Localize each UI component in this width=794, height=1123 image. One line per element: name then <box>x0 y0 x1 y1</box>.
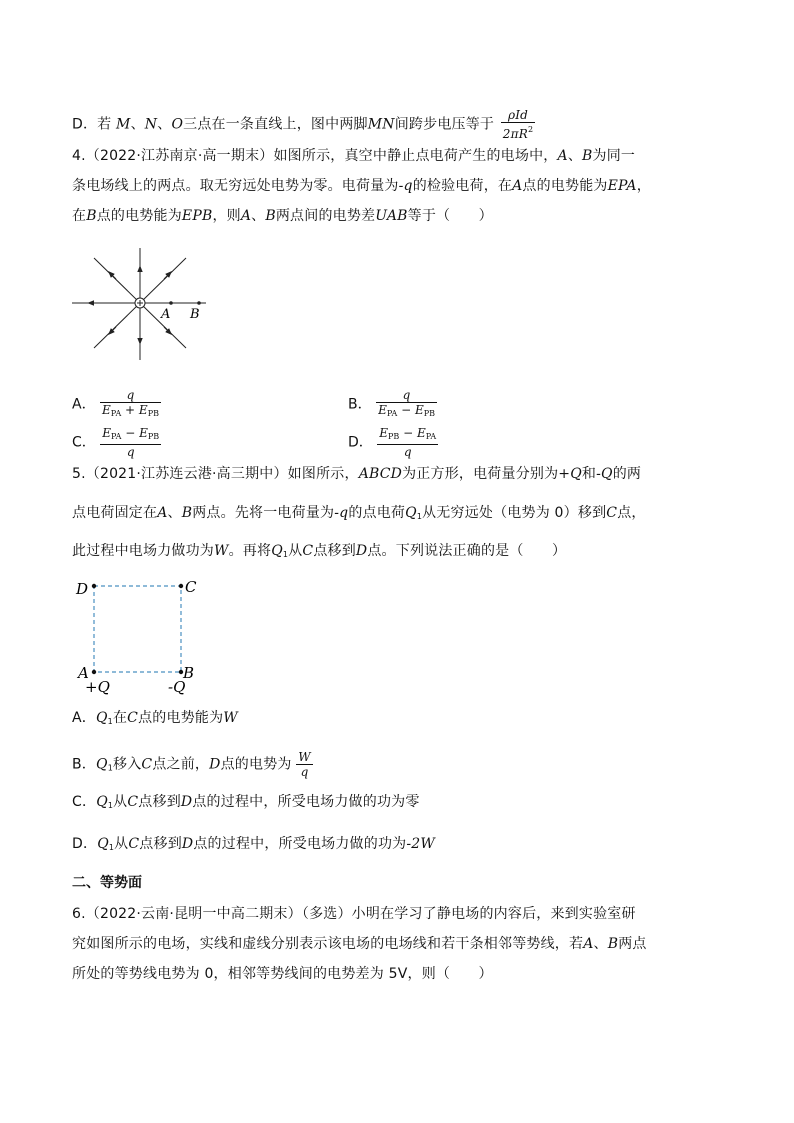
q4-line3 <box>72 206 493 226</box>
subscript: PB <box>147 432 160 441</box>
fraction-step-voltage <box>501 108 535 141</box>
option-text: 移入 <box>113 756 142 773</box>
fraction-numerator <box>377 426 438 444</box>
conjunction: 和 <box>581 466 597 482</box>
q5-option-a <box>72 708 238 732</box>
var-b: B <box>86 208 97 224</box>
subscript: PB <box>388 432 400 441</box>
field-line-upleft <box>94 258 140 303</box>
var-neg-q: -q <box>398 178 413 194</box>
subscript: 1 <box>416 512 423 521</box>
q4-line1-text: 4.（2022·江苏南京·高一期末）如图所示，真空中静止点电荷产生的电场中， <box>72 148 558 164</box>
q4-option-c <box>72 426 161 459</box>
arrow-upright <box>164 273 170 279</box>
label-plus-q: +Q <box>85 678 110 696</box>
var-d: D <box>180 794 193 810</box>
q5-line3-pre: 此过程中电场力做功为 <box>72 543 214 559</box>
var-b: B <box>181 505 193 521</box>
fraction-denominator <box>376 402 437 421</box>
subscript: 1 <box>108 843 115 852</box>
var-b: B <box>265 208 276 224</box>
fraction-denominator <box>501 122 535 141</box>
var-d: D <box>209 756 221 773</box>
e-symbol: E <box>138 403 148 417</box>
q6-line1-text: 6.（2022·云南·昆明一中高二期末）（多选）小明在学习了静电场的内容后，来到实验室研 <box>72 906 636 922</box>
option-text: 在 <box>112 710 128 726</box>
e-symbol: E <box>378 403 387 417</box>
var-plus-q: +Q <box>558 466 582 482</box>
q5-line1-pre: 5.（2021·江苏连云港·高三期中）如图所示， <box>72 466 359 482</box>
e-symbol: E <box>416 426 426 440</box>
q4-line2-end: 点的电势能为 <box>522 178 608 194</box>
operator: − <box>121 426 140 440</box>
option-label: D． <box>72 836 98 852</box>
q3-option-d-text: 三点在一条直线上，图中两脚 <box>183 116 368 133</box>
option-label: B． <box>348 396 372 413</box>
fraction-numerator: q <box>402 388 411 402</box>
var-a: A <box>157 505 168 521</box>
q6-line2 <box>72 934 647 954</box>
fraction-denominator-text: 2πR <box>502 127 528 141</box>
subscript: PA <box>425 432 437 441</box>
var-c: C <box>606 505 618 521</box>
q4-line2-mid: 的检验电荷，在 <box>412 178 513 194</box>
q5-line1-end: 的两 <box>612 466 642 482</box>
section-heading: 二、等势面 <box>72 875 142 891</box>
q4-option-b <box>348 388 437 421</box>
fraction-denominator: q <box>377 444 438 459</box>
q4-line3-end: 等于（ ） <box>407 208 493 224</box>
e-symbol: E <box>102 426 111 440</box>
point-a <box>92 670 96 674</box>
superscript: 2 <box>527 125 534 134</box>
option-text: 点之前， <box>152 756 210 773</box>
q4-line2-text: 条电场线上的两点。取无穷远处电势为零。电荷量为 <box>72 178 399 194</box>
var-epb: EPB <box>181 208 213 224</box>
q5-line2-mid3: 从无穷远处（电势为 0）移到 <box>422 505 607 521</box>
var-c: C <box>302 543 314 559</box>
q4-option-a <box>72 388 161 421</box>
var-c: C <box>127 794 139 810</box>
field-line-downleft <box>94 303 140 348</box>
e-symbol: E <box>379 426 388 440</box>
arrow-downleft <box>110 327 116 333</box>
e-symbol: E <box>102 403 111 417</box>
subscript: PA <box>111 432 122 441</box>
point-a <box>169 301 173 305</box>
q4-line3-text: 两点间的电势差 <box>275 208 376 224</box>
q3-option-d-text2: 间跨步电压等于 <box>394 116 495 133</box>
arrow-downright <box>164 327 170 333</box>
q5-line3-mid3: 点移到 <box>313 543 356 559</box>
q5-line1-mid: 为正方形，电荷量分别为 <box>402 466 559 482</box>
var-d: D <box>181 836 194 852</box>
square-outline <box>94 586 181 672</box>
point-b <box>197 301 201 305</box>
option-label: C． <box>72 794 97 810</box>
fraction-denominator: q <box>100 444 161 459</box>
q5-line2-pre: 点电荷固定在 <box>72 505 158 521</box>
var-q1: Q <box>95 710 108 726</box>
point-c <box>179 584 183 588</box>
option-label: A． <box>72 710 96 726</box>
q5-line2-mid: 两点。先将一电荷量为 <box>192 505 335 521</box>
option-text: 从 <box>113 794 128 810</box>
subscript: 1 <box>282 550 289 559</box>
fraction-numerator: W <box>298 750 311 764</box>
var-a: A <box>583 936 594 952</box>
q3-option-d <box>72 108 535 141</box>
square-abcd-diagram <box>72 576 212 696</box>
fraction-numerator: q <box>126 388 135 402</box>
fraction-denominator <box>100 402 161 421</box>
q5-line3-mid2: 从 <box>288 543 303 559</box>
subscript: PA <box>386 409 398 418</box>
q5-option-d <box>72 834 435 858</box>
label-c: C <box>185 578 197 596</box>
option-label: C． <box>72 434 96 451</box>
q4-line1 <box>72 146 635 166</box>
var-n: N <box>144 116 158 133</box>
q4-line3-then: ，则 <box>212 208 241 224</box>
label-b: B <box>183 664 195 682</box>
var-q1: Q <box>96 794 108 810</box>
q6-line2-pre: 究如图所示的电场，实线和虚线分别表示该电场的电场线和若干条相邻等势线，若 <box>72 936 584 952</box>
q6-line2-end: 两点 <box>618 936 647 952</box>
var-uab: UAB <box>375 208 408 224</box>
label-b: B <box>190 307 200 322</box>
option-text: 从 <box>114 836 129 852</box>
separator: ， <box>636 178 651 194</box>
subscript: PB <box>423 409 435 418</box>
point-d <box>92 584 96 588</box>
q5-line2-mid2: 的点电荷 <box>348 505 406 521</box>
var-neg-q: -q <box>334 505 349 521</box>
subscript: PB <box>147 409 159 418</box>
var-mn: MN <box>367 116 395 133</box>
q4-line1-end: 为同一 <box>592 148 636 164</box>
option-b-fraction <box>376 388 437 421</box>
separator: 、 <box>593 936 608 952</box>
var-a: A <box>512 178 523 194</box>
var-abcd: ABCD <box>358 466 403 482</box>
option-text: 点移到 <box>139 836 182 852</box>
option-a-fraction <box>100 388 161 421</box>
var-epa: EPA <box>607 178 637 194</box>
option-text: 点的电势能为 <box>138 710 224 726</box>
option-text: 点的电势为 <box>220 756 292 773</box>
var-c: C <box>141 756 153 773</box>
var-q1: Q <box>405 505 417 521</box>
subscript: 1 <box>107 717 113 726</box>
option-label: D． <box>348 434 373 451</box>
q5-option-c <box>72 792 420 816</box>
point-charge-field-diagram <box>68 248 218 372</box>
separator: 、 <box>157 116 172 133</box>
option-text: 点的过程中，所受电场力做的功为零 <box>192 794 420 810</box>
var-c: C <box>127 710 139 726</box>
arrow-upleft <box>110 273 116 279</box>
q5-line2 <box>72 503 646 527</box>
label-a: A <box>161 307 171 322</box>
q3-option-d-prefix: D．若 <box>72 116 117 133</box>
operator: − <box>399 426 417 440</box>
fraction-denominator: q <box>296 764 313 779</box>
q5-line3-mid: 。再将 <box>228 543 272 559</box>
var-minus-q: -Q <box>596 466 613 482</box>
var-q1: Q <box>271 543 283 559</box>
separator: 、 <box>251 208 266 224</box>
q4-line2 <box>72 176 651 196</box>
var-q1: Q <box>97 836 109 852</box>
separator: 、 <box>567 148 583 164</box>
label-a: A <box>78 664 89 682</box>
q6-line3 <box>72 964 493 984</box>
subscript: 1 <box>107 763 113 773</box>
label-d: D <box>76 580 89 598</box>
option-text: 点的过程中，所受电场力做的功为 <box>193 836 407 852</box>
e-symbol: E <box>414 403 424 417</box>
q5-line2-end: 点， <box>617 505 646 521</box>
q6-line1 <box>72 904 636 924</box>
option-label: B． <box>72 756 97 773</box>
field-line-upright <box>140 258 186 303</box>
option-b-fraction <box>296 750 313 779</box>
var-d: D <box>355 543 368 559</box>
operator: + <box>121 403 139 417</box>
option-c-fraction <box>100 426 161 459</box>
subscript: 1 <box>107 801 114 810</box>
q6-line3-text: 所处的等势线电势为 0，相邻等势线间的电势差为 5V，则（ ） <box>72 966 493 982</box>
q4-option-d <box>348 426 438 459</box>
option-d-fraction <box>377 426 438 459</box>
q5-line3-end: 点。下列说法正确的是（ ） <box>367 543 567 559</box>
subscript: PA <box>110 409 122 418</box>
separator: 、 <box>167 505 182 521</box>
var-b: B <box>607 936 619 952</box>
option-text: 点移到 <box>138 794 181 810</box>
var-o: O <box>171 116 184 133</box>
var-a: A <box>557 148 568 164</box>
var-a: A <box>240 208 252 224</box>
q4-line3-mid: 点的电势能为 <box>96 208 182 224</box>
q5-line1 <box>72 464 641 484</box>
var-neg-2w: -2W <box>406 836 435 852</box>
separator: 、 <box>130 116 145 133</box>
label-minus-q: -Q <box>168 678 186 696</box>
var-c: C <box>128 836 140 852</box>
option-label: A． <box>72 396 96 413</box>
operator: − <box>397 403 415 417</box>
var-m: M <box>116 116 131 133</box>
q4-line3-pre: 在 <box>72 208 87 224</box>
var-b: B <box>582 148 593 164</box>
var-w: W <box>223 710 238 726</box>
q5-option-b <box>72 750 313 779</box>
var-w: W <box>214 543 229 559</box>
fraction-numerator <box>100 426 161 444</box>
e-symbol: E <box>139 426 148 440</box>
var-q1: Q <box>96 756 108 773</box>
q5-line3 <box>72 541 566 565</box>
fraction-numerator: ρId <box>507 108 529 122</box>
